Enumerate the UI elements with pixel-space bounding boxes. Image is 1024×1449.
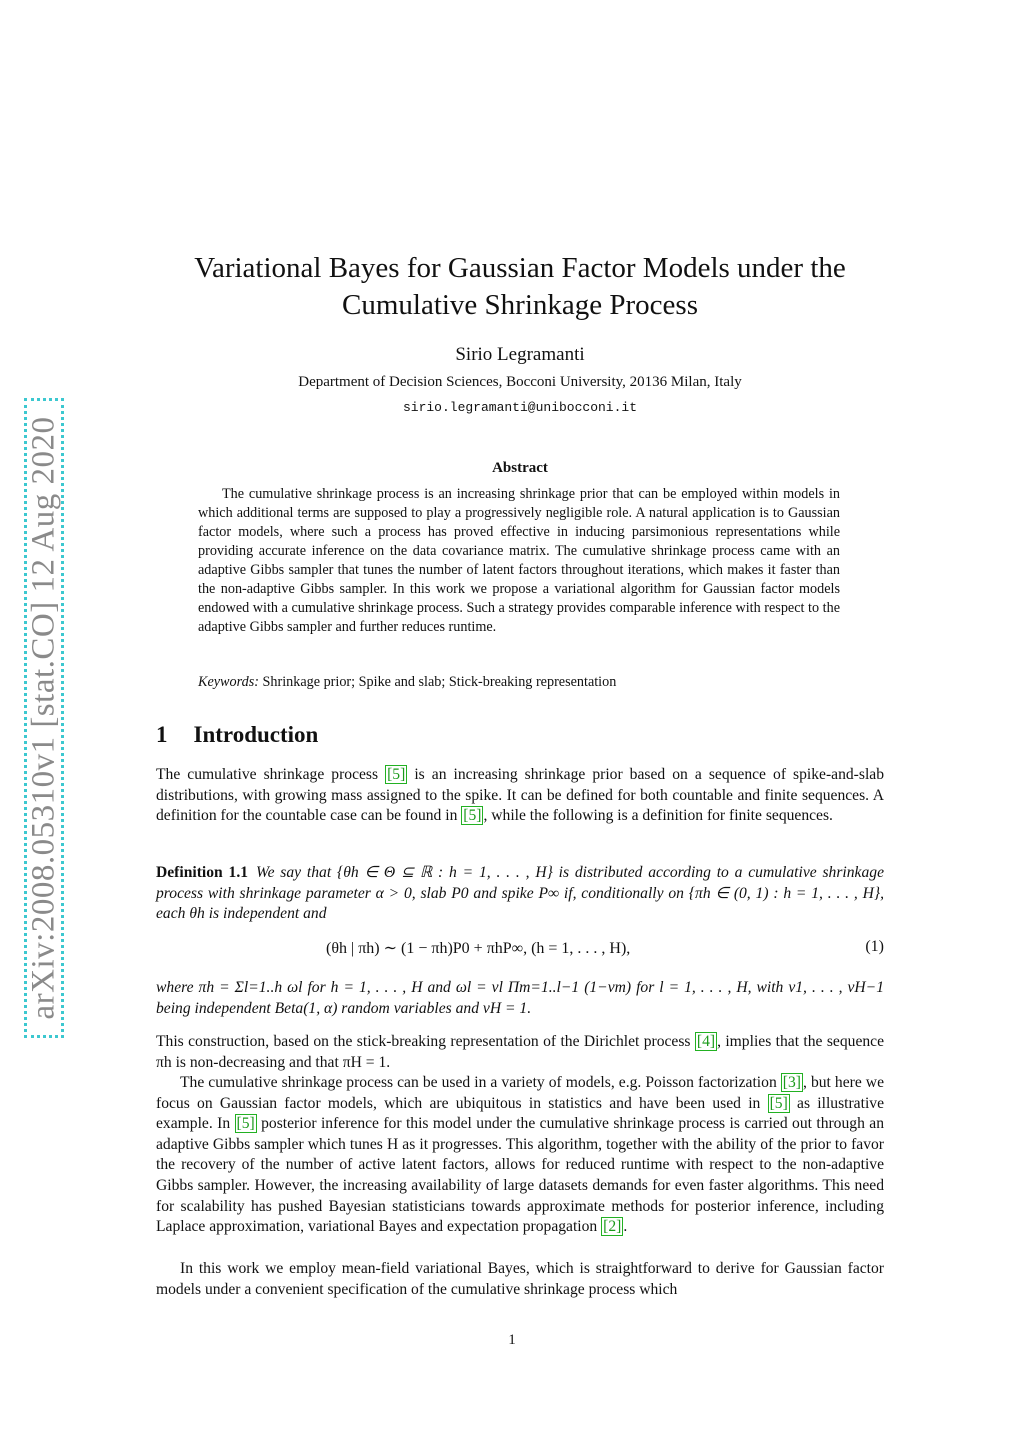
keywords-label: Keywords: xyxy=(198,674,259,690)
definition-continuation: where πh = Σl=1..h ωl for h = 1, . . . , H and ωl = vl Πm=1..l−1 (1−vm) for l = 1, . . . , H, with v1, . . . , vH−1 being independent Beta(1, α) random variables and vH = 1. xyxy=(156,979,884,1017)
text-run: , but here we focus on Gaussian factor models, which are ubiquitous in statistics and have been used in xyxy=(156,1074,884,1112)
citation-link[interactable]: [5] xyxy=(236,1115,255,1133)
keywords-line xyxy=(198,674,840,691)
citation-link[interactable]: [5] xyxy=(387,766,406,783)
citation-link[interactable]: [5] xyxy=(769,1094,788,1112)
text-run: as illustrative example. In xyxy=(156,1094,884,1133)
text-run: , implies that the sequence πh is non-decreasing and that πH = 1. xyxy=(156,1033,884,1071)
arxiv-sidebar-stamp xyxy=(24,398,64,1038)
section-heading xyxy=(156,722,318,748)
definition-text: We say that {θh ∈ Θ ⊆ ℝ : h = 1, . . . , H} is distributed according to a cumulative shrinkage process with shrinkage parameter α > 0, slab P0 and spike P∞ if, conditionally on {πh ∈ (0, 1) : h = 1, . . . , H}, each θh is independent and xyxy=(156,864,884,923)
author-email[interactable]: sirio.legramanti@unibocconi.it xyxy=(402,400,638,415)
title-line-2: Cumulative Shrinkage Process xyxy=(341,289,698,321)
text-run: is an increasing shrinkage prior based on a sequence of spike-and-slab distributions, with growing mass assigned to the spike. It can be defined for both countable and finite sequences. A definition for the countable case can be found in xyxy=(156,766,884,825)
author-affiliation: Department of Decision Sciences, Bocconi University, 20136 Milan, Italy xyxy=(298,374,742,390)
citation-link[interactable]: [4] xyxy=(696,1033,716,1050)
citation-link[interactable]: [5] xyxy=(463,807,482,825)
abstract-text: The cumulative shrinkage process is an increasing shrinkage prior that can be employed within models in which additional terms are supposed to play a progressively negligible role. A natural application is to Gaussian factor models, where such a process has proved effective in inducing parsimonious representations while providing accurate inference on the data covariance matrix. The cumulative shrinkage process came with an adaptive Gibbs sampler that tunes the number of latent factors throughout iterations, which makes it faster than the non-adaptive Gibbs sampler. In this work we propose a variational algorithm for Gaussian factor models endowed with a cumulative shrinkage process. Such a strategy provides comparable inference with respect to the adaptive Gibbs sampler and further reduces runtime. xyxy=(198,486,840,635)
arxiv-identifier: arXiv:2008.05310v1 [stat.CO] 12 Aug 2020 xyxy=(25,416,62,1020)
text-run: This construction, based on the stick-breaking representation of the Dirichlet process xyxy=(156,1033,695,1050)
keywords-list: Shrinkage prior; Spike and slab; Stick-breaking representation xyxy=(262,674,617,690)
intro-paragraph-4: In this work we employ mean-field variational Bayes, which is straightforward to derive for Gaussian factor models under a convenient specification of the cumulative shrinkage process which xyxy=(156,1260,884,1298)
section-number: 1 xyxy=(156,722,168,747)
definition-block xyxy=(156,863,884,925)
text-run: , while the following is a definition for finite sequences. xyxy=(483,807,833,825)
equation-body: (θh | πh) ∼ (1 − πh)P0 + πhP∞, (h = 1, . . . , H), xyxy=(326,940,631,957)
text-run: The cumulative shrinkage process can be used in a variety of models, e.g. Poisson factorization xyxy=(180,1074,781,1091)
section-title: Introduction xyxy=(193,722,319,747)
intro-paragraph-3 xyxy=(156,1073,884,1238)
title-line-1: Variational Bayes for Gaussian Factor Models under the xyxy=(194,252,846,284)
text-run: . xyxy=(623,1218,628,1236)
author-name: Sirio Legramanti xyxy=(455,344,585,365)
intro-paragraph-1 xyxy=(156,765,884,827)
abstract-heading: Abstract xyxy=(492,460,548,476)
page-number: 1 xyxy=(508,1332,516,1348)
text-run: posterior inference for this model under the cumulative shrinkage process is carried out through an adaptive Gibbs sampler which tunes H as it progresses. This algorithm, together with the ability of the prior to favor the recovery of the number of active latent factors, allows for reduced runtime with respect to the non-adaptive Gibbs sampler. However, the increasing availability of large datasets demands for even faster algorithms. This need for scalability has pushed Bayesian statisticians towards approximate methods for posterior inference, including Laplace approximation, variational Bayes and expectation propagation xyxy=(156,1115,884,1236)
definition-label: Definition 1.1 xyxy=(156,864,249,881)
intro-paragraph-2 xyxy=(156,1032,884,1073)
paper-title xyxy=(156,250,884,324)
citation-link[interactable]: [3] xyxy=(782,1074,801,1091)
citation-link[interactable]: [2] xyxy=(603,1218,622,1236)
text-run: The cumulative shrinkage process xyxy=(156,766,386,783)
equation-number: (1) xyxy=(865,938,884,955)
